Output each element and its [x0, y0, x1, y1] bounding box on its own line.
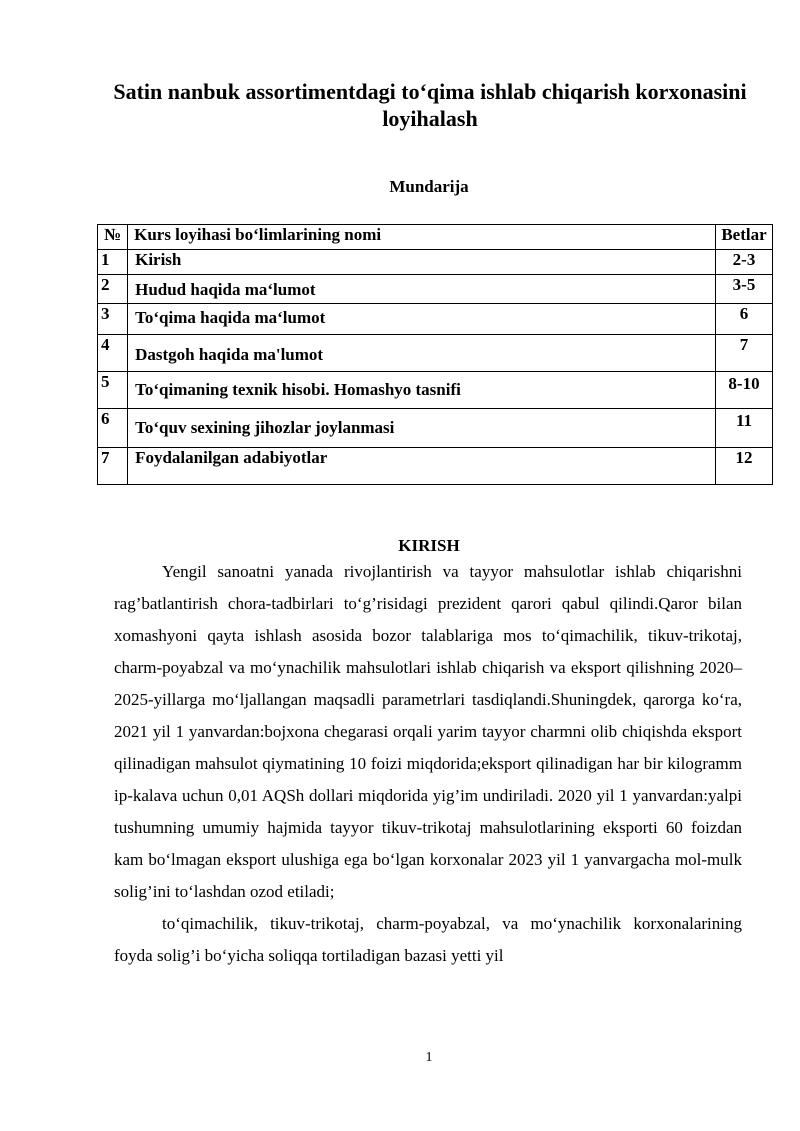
toc-row-name-text: Hudud haqida ma‘lumot: [135, 280, 316, 299]
toc-table: [97, 224, 773, 485]
toc-row-name: [128, 275, 716, 304]
toc-row-name-text: Dastgoh haqida ma'lumot: [135, 345, 324, 364]
toc-header-row: [98, 225, 773, 250]
page-number: 1: [425, 1050, 433, 1065]
toc-row-name: [128, 304, 716, 335]
toc-header-pages: Betlar: [716, 225, 773, 250]
toc-row-num: 2: [98, 275, 128, 304]
toc-row-num: 3: [98, 304, 128, 335]
toc-heading: Mundarija: [389, 177, 469, 196]
toc-row-name-text: To‘qimaning texnik hisobi. Homashyo tasnifi: [135, 380, 461, 399]
toc-header-num: №: [98, 225, 128, 250]
toc-row-pages-text: 2-3: [732, 250, 756, 269]
toc-row-name: [128, 250, 716, 275]
toc-row-pages-text: 3-5: [732, 275, 756, 294]
toc-row-name: [128, 372, 716, 409]
toc-row-pages: [716, 409, 773, 448]
paragraph: to‘qimachilik, tikuv-trikotaj, charm-poyabzal, va mo‘ynachilik korxonalarining foyda solig’i bo‘yicha soliqqa tortiladigan bazasi yetti yil: [114, 914, 742, 965]
toc-row-pages: [716, 275, 773, 304]
toc-row: [98, 275, 773, 304]
toc-row-name-text: Kirish: [135, 250, 182, 269]
toc-row-pages: [716, 448, 773, 485]
document-title: Satin nanbuk assortimentdagi to‘qima ishlab chiqarish korxonasini loyihalash: [113, 79, 747, 131]
toc-row-num: 7: [98, 448, 128, 485]
toc-row: [98, 448, 773, 485]
toc-row-name-text: To‘qima haqida ma‘lumot: [135, 308, 326, 327]
toc-row-name: [128, 409, 716, 448]
toc-row-num: 4: [98, 335, 128, 372]
toc-row: [98, 304, 773, 335]
toc-row-pages-text: 6: [739, 304, 749, 323]
toc-row-pages: [716, 304, 773, 335]
toc-row-pages-text: 12: [735, 448, 753, 467]
section-heading: KIRISH: [398, 536, 460, 555]
toc-row-name-text: Foydalanilgan adabiyotlar: [135, 448, 328, 467]
toc-row-pages: [716, 250, 773, 275]
toc-row-name: [128, 448, 716, 485]
toc-row-pages-text: 11: [735, 411, 753, 430]
toc-row-pages-text: 7: [739, 335, 749, 354]
toc-row-pages-text: 8-10: [728, 374, 760, 393]
toc-row-num: 1: [98, 250, 128, 275]
toc-row-num: 5: [98, 372, 128, 409]
toc-row: [98, 372, 773, 409]
toc-row-pages: [716, 372, 773, 409]
toc-row-name-text: To‘quv sexining jihozlar joylanmasi: [135, 418, 395, 437]
paragraph: Yengil sanoatni yanada rivojlantirish va tayyor mahsulotlar ishlab chiqarishni rag’batlantirish chora-tadbirlari to‘g’risidagi prezident qarori qabul qilindi.Qaror bilan xomashyoni qayta ishlash asosida bozor talablariga mos to‘qimachilik, tikuv-trikotaj, charm-poyabzal va mo‘ynachilik mahsulotlari ishlab chiqarish va eksport qilishning 2020–2025-yillarga mo‘ljallangan maqsadli parametrlari tasdiqlandi.Shuningdek, qarorga ko‘ra, 2021 yil 1 yanvardan:bojxona chegarasi orqali yarim tayyor charmni olib chiqishda eksport qilinadigan mahsulot qiymatining 10 foizi miqdorida;eksport qilinadigan har bir kilogramm ip-kalava uchun 0,01 AQSh dollari miqdorida yig’im undiriladi. 2020 yil 1 yanvardan:yalpi tushumning umumiy hajmida tayyor tikuv-trikotaj mahsulotlarining eksporti 60 foizdan kam bo‘lmagan eksport ulushiga ega bo‘lgan korxonalar 2023 yil 1 yanvargacha mol-mulk solig’ini to‘lashdan ozod etiladi;: [114, 562, 742, 901]
toc-row-num: 6: [98, 409, 128, 448]
toc-row: [98, 335, 773, 372]
toc-row-name: [128, 335, 716, 372]
body-text: [114, 556, 742, 972]
toc-row: [98, 409, 773, 448]
toc-header-name: Kurs loyihasi bo‘limlarining nomi: [128, 225, 716, 250]
toc-row-pages: [716, 335, 773, 372]
toc-row: [98, 250, 773, 275]
